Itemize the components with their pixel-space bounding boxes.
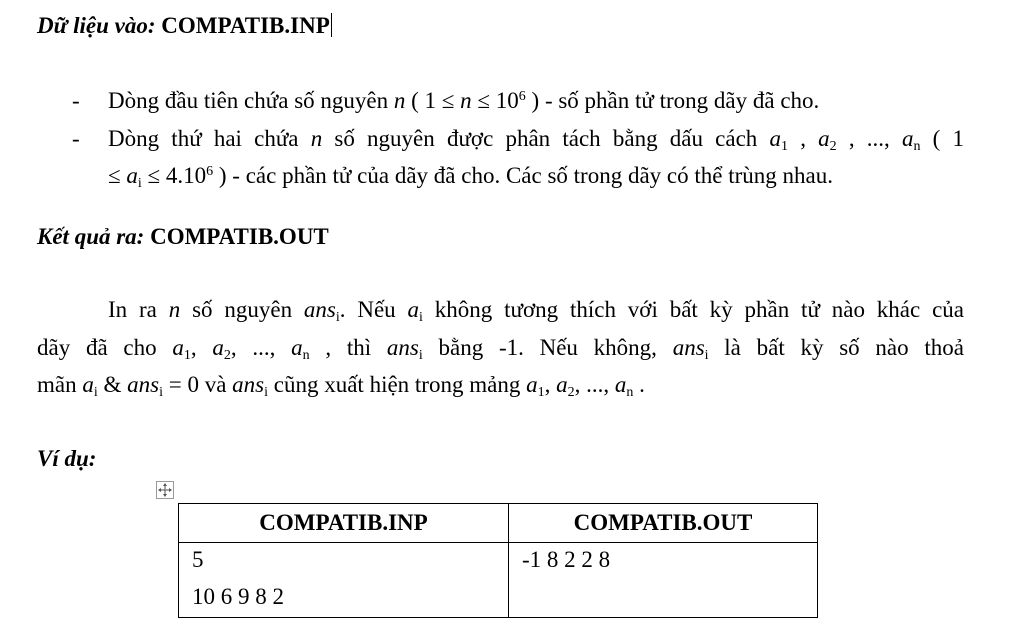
var-a: a	[556, 372, 568, 397]
output-line: -1 8 2 2 8	[522, 547, 611, 572]
var-a: a	[769, 126, 781, 151]
var-n: n	[393, 88, 406, 113]
output-para-line3	[37, 370, 645, 400]
subscript: 2	[223, 348, 231, 363]
output-heading-file: COMPATIB.OUT	[150, 224, 329, 249]
text: ,	[544, 372, 557, 397]
output-cell	[509, 543, 818, 618]
var-a: a	[172, 335, 184, 360]
var-ans: ans	[386, 335, 419, 360]
table-header-output: COMPATIB.OUT	[509, 504, 818, 543]
subscript: 1	[781, 139, 788, 154]
input-item-1	[108, 86, 819, 116]
input-heading-file: COMPATIB.INP	[161, 13, 330, 38]
subscript: i	[704, 348, 709, 363]
subscript: n	[913, 139, 921, 154]
text: Dòng đầu tiên chứa số nguyên	[108, 88, 394, 113]
superscript: 6	[206, 164, 214, 179]
subscript: 2	[829, 139, 837, 154]
move-arrows-icon	[157, 482, 173, 498]
output-para-line2	[37, 333, 964, 363]
text: là bất kỳ số nào thoả	[708, 335, 964, 360]
text: số nguyên	[180, 297, 304, 322]
subscript: i	[137, 176, 142, 191]
text: ( 1	[920, 126, 965, 151]
var-a: a	[407, 297, 420, 322]
text: dãy đã cho	[37, 335, 173, 360]
subscript: 1	[183, 348, 191, 363]
example-table	[178, 503, 818, 618]
text-cursor	[331, 13, 332, 37]
superscript: 6	[518, 89, 526, 104]
text: . Nếu	[339, 297, 408, 322]
var-a: a	[614, 372, 627, 397]
subscript: i	[335, 310, 340, 325]
var-ans: ans	[232, 372, 265, 397]
subscript: i	[418, 348, 423, 363]
input-heading-label: Dữ liệu vào:	[37, 13, 156, 38]
text: &	[97, 372, 128, 397]
bullet-dash: -	[72, 88, 80, 113]
text: .	[633, 372, 645, 397]
text: bằng -1. Nếu không,	[422, 335, 673, 360]
text: ) - số phần tử trong dãy đã cho.	[525, 88, 820, 113]
table-row	[179, 543, 818, 618]
var-ans: ans	[672, 335, 705, 360]
text: không tương thích với bất kỳ phần tử nào khác của	[422, 297, 964, 322]
text: , thì	[309, 335, 387, 360]
text: ≤	[108, 163, 127, 188]
subscript: 1	[537, 385, 545, 400]
input-line: 10 6 9 8 2	[192, 584, 284, 609]
var-n: n	[168, 297, 181, 322]
text: In ra	[108, 297, 169, 322]
subscript: n	[626, 385, 634, 400]
input-heading	[37, 11, 332, 41]
var-a: a	[818, 126, 830, 151]
subscript: i	[419, 310, 423, 325]
text: = 0 và	[162, 372, 233, 397]
var-n: n	[310, 126, 323, 151]
output-heading	[37, 222, 329, 252]
bullet-dash: -	[72, 126, 80, 151]
text: , ...,	[836, 126, 902, 151]
text: ,	[788, 126, 819, 151]
text: ,	[190, 335, 213, 360]
text: , ...,	[230, 335, 292, 360]
input-item-2-line1	[108, 124, 964, 154]
subscript: i	[93, 385, 98, 400]
input-cell	[179, 543, 509, 618]
output-para-line1	[37, 295, 964, 325]
subscript: 2	[567, 385, 575, 400]
var-ans: ans	[303, 297, 336, 322]
var-ans: ans	[127, 372, 160, 397]
table-move-handle[interactable]	[156, 481, 174, 499]
table-header-row	[179, 504, 818, 543]
table-header-input: COMPATIB.INP	[179, 504, 509, 543]
var-a: a	[126, 163, 138, 188]
text: ) - các phần tử của dãy đã cho. Các số trong dãy có thể trùng nhau.	[213, 163, 833, 188]
var-n: n	[460, 88, 472, 113]
example-heading: Ví dụ:	[37, 446, 97, 471]
text: ≤ 10	[471, 88, 519, 113]
subscript: i	[159, 385, 163, 400]
text: cũng xuất hiện trong mảng	[268, 372, 527, 397]
var-a: a	[526, 372, 538, 397]
text: Dòng thứ hai chứa	[108, 126, 311, 151]
text: ≤ 4.10	[141, 163, 207, 188]
subscript: i	[264, 385, 269, 400]
input-line: 5	[192, 547, 204, 572]
text: mãn	[37, 372, 83, 397]
var-a: a	[291, 335, 303, 360]
text: số nguyên được phân tách bằng dấu cách	[322, 126, 770, 151]
text: , ...,	[574, 372, 615, 397]
text: ( 1 ≤	[405, 88, 461, 113]
var-a: a	[901, 126, 914, 151]
var-a: a	[82, 372, 94, 397]
var-a: a	[212, 335, 224, 360]
input-item-2-line2	[108, 161, 833, 191]
output-heading-label: Kết quả ra:	[37, 224, 145, 249]
subscript: n	[302, 348, 310, 363]
